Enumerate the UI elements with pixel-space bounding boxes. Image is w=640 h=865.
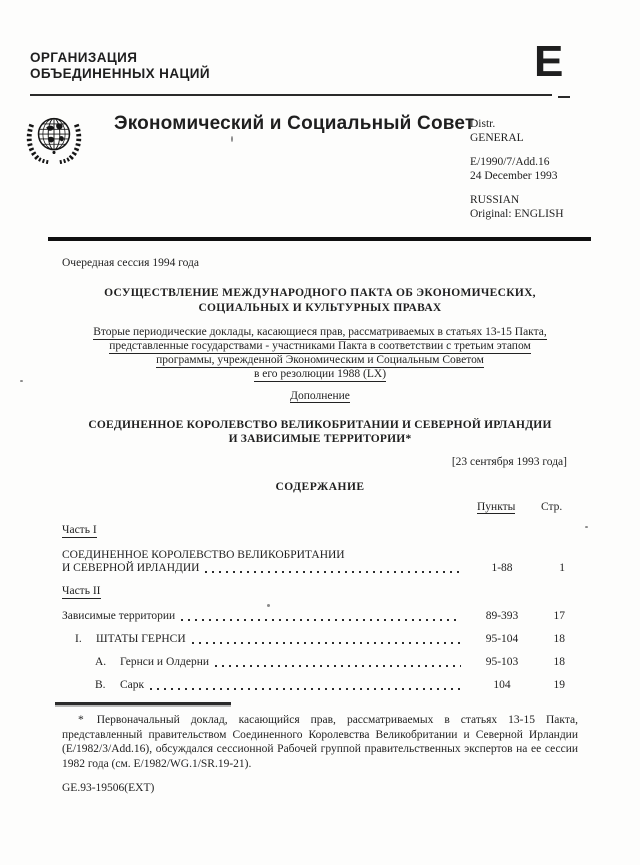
toc-entry-text: Гернси и Олдерни [120,656,210,668]
contents-heading: СОДЕРЖАНИЕ [275,481,365,493]
scan-speck [20,380,23,382]
footnote-marker: * [78,714,84,726]
toc-paragraph-range: 1-88 [491,562,513,574]
column-header-page: Стр. [541,501,640,865]
toc-entry-text: ШТАТЫ ГЕРНСИ [96,633,186,645]
toc-entry [62,656,565,669]
toc-paragraph-range: 95-103 [485,656,519,668]
toc-entry [62,633,565,646]
original-value: ENGLISH [514,207,564,220]
distr-label: Distr. [470,118,496,130]
header-rule [30,94,552,96]
toc-entry-line [62,562,565,575]
supplement-heading: Дополнение [290,390,350,402]
distribution-block [470,118,564,232]
toc-page-number: 1 [559,562,565,574]
toc-entry [62,610,565,623]
toc-entry-text: Сарк [120,679,145,691]
council-title: Экономический и Социальный Совет [114,113,475,134]
toc-entry-text: И СЕВЕРНОЙ ИРЛАНДИИ [62,562,200,574]
toc-paragraph-range: 104 [493,679,511,691]
language: RUSSIAN [470,194,520,206]
document-date: 24 December 1993 [470,169,558,182]
column-header-paragraphs: Пункты [477,501,516,513]
toc-entry-number: I. [75,633,82,645]
header-rule-dash [558,96,570,98]
toc-entry-number: А. [95,656,107,668]
document-reference-code: GE.93-19506(EXT) [62,782,155,794]
toc-paragraph-range: 95-104 [485,633,519,645]
document-subtitle [0,325,640,381]
document-title [0,286,640,316]
toc-entry-text: Зависимые территории [62,610,176,622]
toc-entry-line [62,549,565,562]
subtitle-line: Вторые периодические доклады, касающиеся прав, рассматриваемых в статьях 13-15 Пакта, [93,326,547,338]
dot-leader [150,688,461,690]
toc-entry-text: СОЕДИНЕННОЕ КОРОЛЕВСТВО ВЕЛИКОБРИТАНИИ [62,549,345,561]
subtitle-line: программы, учрежденной Экономическим и Социальным Советом [156,354,484,366]
dot-leader [205,571,461,573]
received-date: [23 сентября 1993 года] [451,456,567,468]
toc-part-label [62,585,565,598]
footnote-text: Первоначальный доклад, касающийся прав, рассматриваемых в статьях 13-15 Пакта, представленный правительством Соединенного Королевства Великобритании и Северной Ирландии (E/1982/3/Add.16), обсуждался сессионной Рабочей группой правительственных экспертов на ее сессии 1982 года (см. E/1982/WG.1/SR.19-21). [62,714,578,770]
toc-entry-line [62,610,565,623]
document-series-letter: E [534,37,564,86]
dot-leader [181,619,461,621]
scan-speck [585,526,588,528]
toc-entry [62,549,565,575]
scan-speck [231,136,233,142]
org-line-1: ОРГАНИЗАЦИЯ [30,50,138,65]
original-language [470,208,564,222]
distr-value: GENERAL [470,131,524,144]
original-label: Original: [470,207,512,220]
dot-leader [192,642,461,644]
toc-entry-line [62,679,565,692]
toc-rows [62,524,565,702]
scan-speck [267,604,270,607]
toc-part-text: Часть II [62,585,101,597]
masthead-rule [48,237,591,241]
title-line-2: СОЦИАЛЬНЫХ И КУЛЬТУРНЫХ ПРАВАХ [198,302,442,314]
footnote [62,713,578,771]
toc-page-number: 19 [553,679,565,691]
org-line-2: ОБЪЕДИНЕННЫХ НАЦИЙ [30,66,210,81]
subtitle-line: в его резолюции 1988 (LX) [253,368,387,380]
toc-page-number: 18 [553,656,565,668]
toc-entry-line [62,656,565,669]
toc-paragraph-range: 89-393 [485,610,519,622]
toc-entry [62,679,565,692]
country-heading [0,419,640,446]
toc-page-number: 18 [553,633,565,645]
toc-part-text: Часть I [62,524,97,536]
session-line: Очередная сессия 1994 года [62,257,200,269]
un-org-name [30,50,210,82]
document-symbol: E/1990/7/Add.16 [470,156,550,168]
subtitle-line: представленные государствами - участниками Пакта в соответствии с третьим этапом [109,340,531,352]
toc-entry-number: В. [95,679,106,691]
toc-entry-line [62,633,565,646]
dot-leader [215,665,461,667]
title-line-1: ОСУЩЕСТВЛЕНИЕ МЕЖДУНАРОДНОГО ПАКТА ОБ ЭКОНОМИЧЕСКИХ, [104,287,536,299]
un-emblem-icon [25,107,83,167]
country-line-1: СОЕДИНЕННОЕ КОРОЛЕВСТВО ВЕЛИКОБРИТАНИИ И СЕВЕРНОЙ ИРЛАНДИИ [88,419,552,431]
country-line-2: И ЗАВИСИМЫЕ ТЕРРИТОРИИ* [228,432,412,445]
toc-page-number: 17 [553,610,565,622]
footnote-rule [55,702,231,705]
toc-part-label [62,524,565,537]
